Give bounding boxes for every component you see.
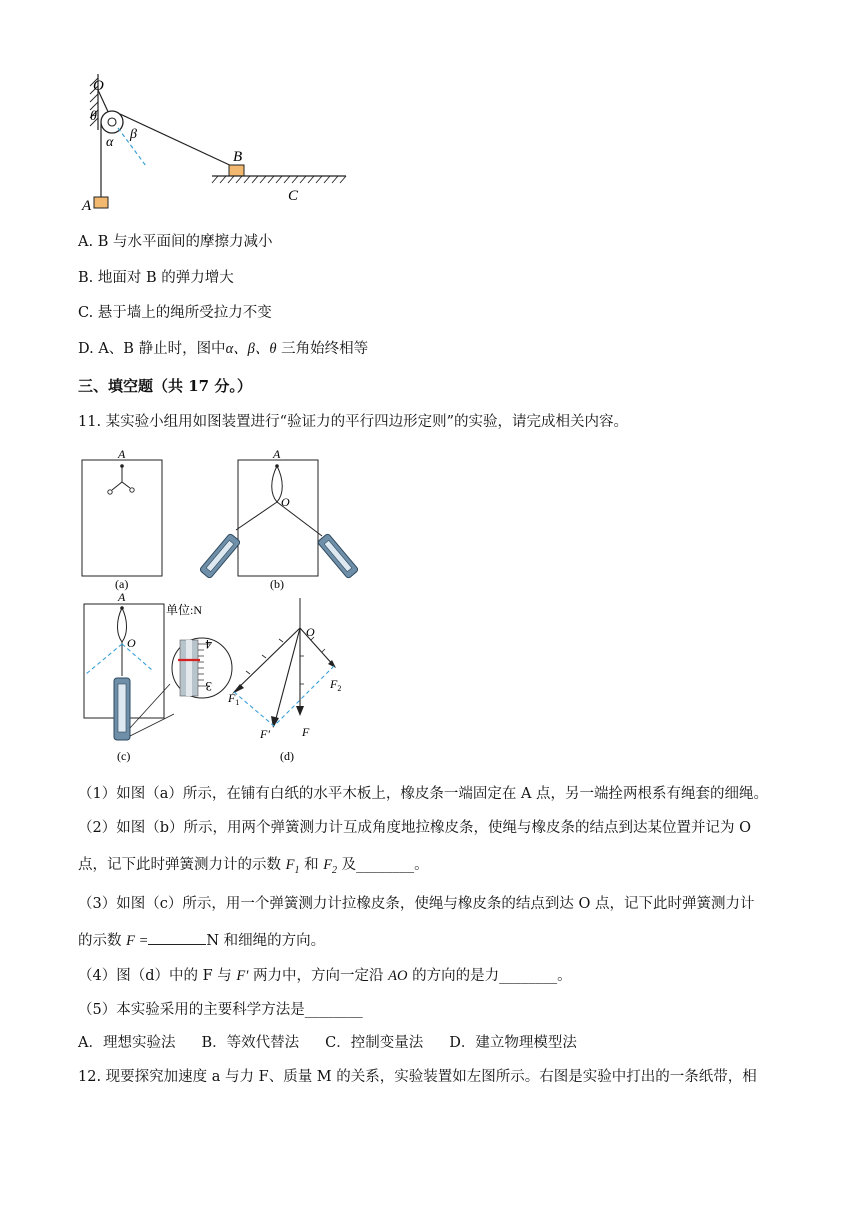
- label-C: C: [288, 188, 299, 204]
- q11-part1: （1）如图（a）所示，在铺有白纸的水平木板上，橡皮条一端固定在 A 点，另一端拴两根系有绳套的细绳。: [78, 786, 769, 802]
- q11-option-b[interactable]: B．等效代替法: [201, 1035, 300, 1051]
- label-O: O: [93, 78, 104, 94]
- q11-part4-end: 的方向的是力________。: [407, 968, 572, 984]
- q11-option-c[interactable]: C．控制变量法: [325, 1035, 424, 1051]
- fig-b-caption: (b): [270, 577, 284, 591]
- fig-d-label-F: F: [302, 725, 310, 739]
- answer-blank-f[interactable]: [148, 930, 206, 945]
- fig-c-tick-3: 3: [205, 679, 212, 694]
- label-beta: β: [130, 127, 137, 142]
- fig-b-label-A: A: [273, 447, 281, 461]
- fig-c-label-O: O: [127, 636, 136, 650]
- q11-part2-line2: [78, 855, 429, 881]
- q10-option-d-text: D. A、B 静止时，图中: [78, 341, 226, 357]
- fig-a-label-A: A: [118, 447, 126, 461]
- q12-text: 12. 现要探究加速度 a 与力 F、质量 M 的关系，实验装置如左图所示。右图是实验中打出的一条纸带，相: [78, 1069, 757, 1085]
- f-eq-symbol: F =: [126, 933, 149, 949]
- fprime-symbol: F′: [236, 968, 249, 984]
- section-heading: 三、填空题（共 17 分。）: [78, 377, 252, 395]
- q10-option-d-angles: α、β、θ: [225, 341, 277, 357]
- q10-option-d: [78, 339, 368, 359]
- label-theta: θ: [90, 109, 97, 124]
- fig-d-label-F1-sub: 1: [235, 698, 240, 707]
- q11-part2-line1: （2）如图（b）所示，用两个弹簧测力计互成角度地拉橡皮条，使绳与橡皮条的结点到达某位置并记为 O: [78, 820, 751, 836]
- ao-symbol: AO: [388, 968, 408, 984]
- q11-part3-line2: [78, 930, 325, 951]
- svg-text:F2: [329, 677, 341, 693]
- f2-symbol: $F_2$: [323, 857, 338, 876]
- q11-options: [78, 1033, 603, 1053]
- q10-option-b: B. 地面对 B 的弹力增大: [78, 270, 234, 286]
- q10-option-a: A. B 与水平面间的摩擦力减小: [78, 234, 273, 250]
- q11-part4-pre: （4）图（d）中的 F 与: [78, 968, 237, 984]
- fig-c-unit: 单位:N: [166, 603, 203, 617]
- fig-d-label-F2: F: [330, 677, 338, 691]
- q11-part5: （5）本实验采用的主要科学方法是________: [78, 1002, 363, 1018]
- f1-symbol: $F_1$: [285, 857, 300, 876]
- q11-part2-mid: 和: [299, 857, 324, 873]
- q11-part3-line1: （3）如图（c）所示，用一个弹簧测力计拉橡皮条，使绳与橡皮条的结点到达 O 点，记下此时弹簧测力计: [78, 896, 755, 912]
- fig-c-caption: (c): [117, 749, 131, 763]
- q11-part4-post: 两力中，方向一定沿: [248, 968, 389, 984]
- q10-option-c: C. 悬于墙上的绳所受拉力不变: [78, 305, 272, 321]
- q11-part4: [78, 966, 572, 986]
- q11-part2-pre: 点，记下此时弹簧测力计的示数: [78, 857, 286, 873]
- fig-d-label-Fprime: F′: [260, 727, 270, 741]
- q11-option-d[interactable]: D．建立物理模型法: [449, 1035, 577, 1051]
- pulley-figure: [70, 70, 360, 220]
- fig-b-label-O: O: [281, 495, 290, 509]
- fig-d-label-F1: F: [228, 691, 236, 705]
- label-B: B: [233, 149, 243, 165]
- fig-d-label-O: O: [306, 625, 315, 639]
- q11-option-a[interactable]: A．理想实验法: [78, 1035, 176, 1051]
- fig-c-tick-4: 4: [205, 637, 212, 652]
- fig-a-caption: (a): [115, 577, 129, 591]
- label-A: A: [82, 198, 92, 214]
- q11-intro: 11. 某实验小组用如图装置进行“验证力的平行四边形定则”的实验，请完成相关内容。: [78, 414, 628, 430]
- fig-c-label-A: A: [118, 590, 126, 604]
- svg-text:F1: [227, 691, 239, 707]
- q11-part3-post: N 和细绳的方向。: [206, 933, 326, 949]
- experiment-figure: [70, 444, 370, 772]
- label-alpha: α: [106, 135, 114, 150]
- q11-part3-pre: 的示数: [78, 933, 127, 949]
- fig-d-label-F2-sub: 2: [337, 684, 342, 693]
- fig-d-caption: (d): [280, 749, 294, 763]
- q11-part2-post: 及________。: [337, 857, 429, 873]
- q10-option-d-tail: 三角始终相等: [276, 341, 369, 357]
